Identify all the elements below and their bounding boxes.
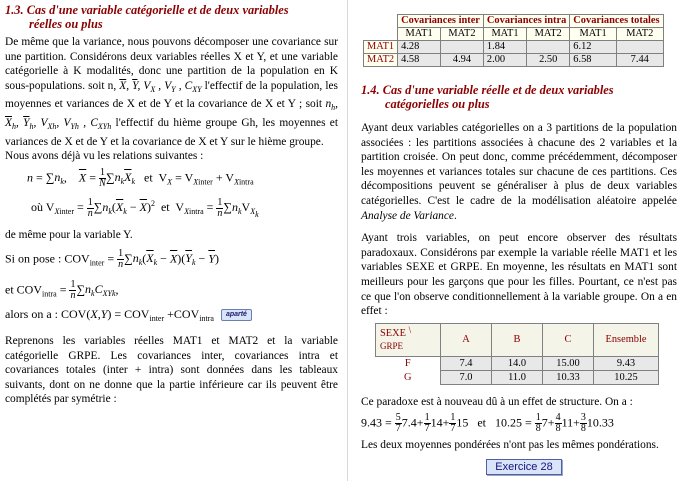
cov-group-header: Covariances totales bbox=[570, 15, 663, 28]
row-label: G bbox=[376, 370, 441, 384]
cov-col-header: MAT2 bbox=[441, 28, 484, 41]
section-title-line2: catégorielles ou plus bbox=[385, 97, 490, 111]
table-cell: 7.44 bbox=[616, 54, 663, 67]
cov-col-header: MAT1 bbox=[398, 28, 441, 41]
col-header: Ensemble bbox=[594, 323, 659, 356]
paragraph-mat-variables: Reprenons les variables réelles MAT1 et MAT2 et la variable catégorielle GRPE. Les covariances inter, covariances intra et covariances totales (inter + intra) sont données dans les tableaux suivants, dont on ne donne que la partie inférieure car ils peuvent être complétés par symétrie : bbox=[5, 335, 338, 406]
section-title-line1: Cas d'une variable réelle et de deux variables bbox=[382, 83, 614, 97]
cov-group-header: Covariances inter bbox=[398, 15, 484, 28]
table-cell bbox=[441, 41, 484, 54]
table-row bbox=[364, 54, 664, 67]
paragraph-paradox: Ayant trois variables, on peut encore observer des résultats paradoxaux. Considérons par exemple la variable réelle MAT1 et les variables SEXE et GRPE. En moyenne, les résultats en MAT1 sont meilleurs pour les garçons que pour les filles. Pourtant, ce n'est pas ce que l'on observe conditionnellement à la variable groupe. On a en effet : bbox=[361, 232, 677, 318]
column-divider bbox=[347, 0, 348, 481]
paragraph-two-categorical: Ayant deux variables catégorielles on a 3 partitions de la population associées : les partitions associées à chacune des 2 variables et la partition croisée. On peut donc, comme précédemment, décomposer les moyennes et variances totales sur chacune de ces partitions. Ces décompositions peuvent se généraliser à plus de deux variables catégorielles. C'est le cadre de la modélisation aléatoire appelée Analyse de Variance. bbox=[361, 122, 677, 222]
table-cell: 4.28 bbox=[398, 41, 441, 54]
table-cell: 15.00 bbox=[543, 356, 594, 370]
table-cell: 2.00 bbox=[483, 54, 526, 67]
table-cell: 2.50 bbox=[527, 54, 570, 67]
cov-group-header: Covariances intra bbox=[483, 15, 569, 28]
formula-covintra: et $COV_{intra}$ = $\frac{1}{n}$ $\sum n_kC_{XYk}$, bbox=[5, 278, 119, 301]
col-header: B bbox=[492, 323, 543, 356]
row-label: MAT2 bbox=[364, 54, 398, 67]
intro-text: De même que la variance, nous pouvons décomposer une covariance sur une partition. Considérons deux variables réelles X et Y, et une variable catégorielle à K modalités, donc une partition de la population en K sous-populations. soit n, bbox=[5, 36, 338, 92]
cov-col-header: MAT1 bbox=[483, 28, 526, 41]
formula-covinter: Si on pose : $COV_{inter}$ = $\frac{1}{n}$ $\sum n_k(\overline{X}_k - \overline{X})(\overline{Y}_k - \overline{Y})$ bbox=[5, 247, 220, 270]
formula-mean: $n = \sum n_k$, $\overline{X}$ = $\frac{1}{N}$ $\sum n_k\overline{X}_k$ et $V_X = V_{Xinter} + V_{Xintra}$ bbox=[27, 166, 254, 189]
table-cell bbox=[616, 41, 663, 54]
table-cell: 7.0 bbox=[441, 370, 492, 384]
anova-link[interactable]: Analyse de Variance bbox=[361, 209, 454, 222]
section-title-1-4 bbox=[361, 83, 677, 111]
cov-col-header: MAT2 bbox=[527, 28, 570, 41]
row-label: F bbox=[376, 356, 441, 370]
intro-text-3: l'effectif du hième groupe Gh, les moyennes et variances de X et de Y et la covariance de X et Y sur le hième groupe. bbox=[5, 116, 338, 148]
table-row bbox=[376, 370, 659, 384]
table-cell: 6.12 bbox=[570, 41, 617, 54]
section-title-1-3 bbox=[5, 3, 338, 31]
intro-text-2: l'effectif de la population, les moyennes et variances de X et de Y et la covariance de X et Y ; soit bbox=[5, 79, 338, 111]
same-for-y: de même pour la variable Y. bbox=[5, 229, 133, 241]
right-column bbox=[361, 0, 677, 475]
section-title-line1: Cas d'une variable catégorielle et de deux variables bbox=[26, 3, 289, 17]
col-header: C bbox=[543, 323, 594, 356]
table-cell: 10.25 bbox=[594, 370, 659, 384]
paragraph-weights: Les deux moyennes pondérées n'ont pas les mêmes pondérations. bbox=[361, 439, 659, 452]
cov-col-header: MAT1 bbox=[570, 28, 617, 41]
formula-cov-total: alors on a : $COV(X,Y) = COV_{inter} +COV_{intra}$ aparté bbox=[5, 307, 338, 326]
table-cell: 6.58 bbox=[570, 54, 617, 67]
formula-weighted-means: 9.43 = $\frac{5}{7}$ 7.4+ $\frac{1}{7}$ 14+ $\frac{1}{7}$ 15 et 10.25 = $\frac{1}{8}$ 7+ $\frac{4}{8}$ 11+ $\frac{3}{8}$ 10.33 bbox=[361, 412, 614, 435]
section-title-line2: réelles ou plus bbox=[29, 17, 103, 31]
row-label: MAT1 bbox=[364, 41, 398, 54]
covariance-table bbox=[363, 14, 664, 67]
sexe-grpe-table bbox=[375, 323, 659, 385]
table-cell: 10.33 bbox=[543, 370, 594, 384]
cov-col-header: MAT2 bbox=[616, 28, 663, 41]
known-relations: Nous avons déjà vu les relations suivantes : bbox=[5, 150, 204, 163]
paragraph-structure: Ce paradoxe est à nouveau dû à un effet de structure. On a : bbox=[361, 395, 633, 408]
table-cell: 4.94 bbox=[441, 54, 484, 67]
section-number: 1.4. bbox=[361, 83, 380, 97]
corner-header: SEXE \ GRPE bbox=[376, 323, 441, 356]
table-cell: 9.43 bbox=[594, 356, 659, 370]
table-cell: 11.0 bbox=[492, 370, 543, 384]
table-cell: 4.58 bbox=[398, 54, 441, 67]
formula-variances: où $V_{Xinter}$ = $\frac{1}{n}$ $\sum n_k(\overline{X}_k - \overline{X})^2$ et $V_{Xintra}$ = $\frac{1}{n}$ $\sum n_kV_{Xk}$ bbox=[31, 196, 259, 219]
table-row bbox=[364, 41, 664, 54]
col-header: A bbox=[441, 323, 492, 356]
table-cell: 7.4 bbox=[441, 356, 492, 370]
section-number: 1.3. bbox=[5, 3, 24, 17]
table-cell bbox=[527, 41, 570, 54]
table-cell: 1.84 bbox=[483, 41, 526, 54]
left-column bbox=[5, 0, 338, 407]
table-cell: 14.0 bbox=[492, 356, 543, 370]
apart-button[interactable]: aparté bbox=[221, 309, 252, 321]
exercise-28-button[interactable]: Exercice 28 bbox=[486, 459, 561, 475]
paragraph-intro: De même que la variance, nous pouvons décomposer une covariance sur une partition. Considérons deux variables réelles X et Y, et une variable catégorielle à K modalités, donc une partition de la population en K sous-populations. soit n, $\overline{X}$, $\overline{Y}$, $V_X$ , $V_Y$ , $C_{XY}$ l'effectif de la population, les moyennes et variances de X et de Y et la covariance de X et Y ; soit $n_h$, $\overline{X}_h$, $\overline{Y}_h$, $V_{Xh}$, $V_{Yh}$ , $C_{XYh}$ l'effectif du hième groupe Gh, les moyennes et variances de X et de Y et la covariance de X et Y sur le hième groupe. bbox=[5, 36, 338, 148]
table-row bbox=[376, 356, 659, 370]
